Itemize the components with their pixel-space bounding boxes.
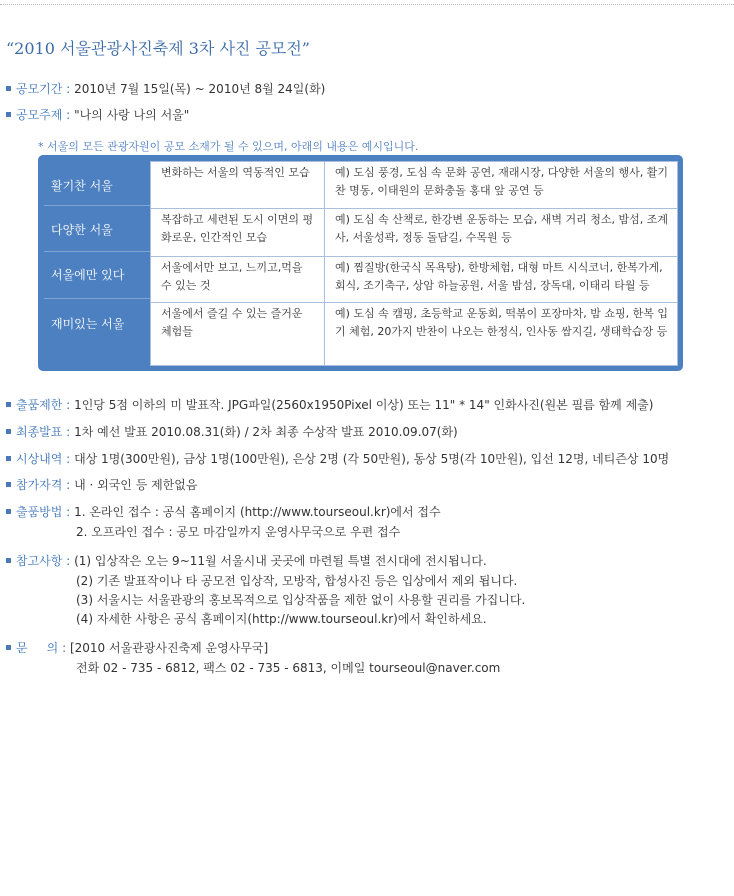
theme-value: "나의 사랑 나의 서울" [74, 108, 190, 122]
awards-label: 시상내역 : [16, 452, 71, 466]
notes-line: (4) 자세한 사항은 공식 홈페이지(http://www.tourseoul.kr)에서 확인하세요. [76, 612, 487, 626]
limit-value: 1인당 5점 이하의 미 발표작. JPG파일(2560x1950Pixel 이상) 또는 11" * 14" 인화사진(원본 필름 함께 제출) [74, 398, 654, 412]
period-row [6, 80, 325, 97]
awards-value: 대상 1명(300만원), 금상 1명(100만원), 은상 2명 (각 50만원), 동상 5명(각 10만원), 입선 12명, 네티즌상 10명 [74, 452, 670, 466]
limit-row [6, 396, 653, 413]
method-line: 2. 오프라인 접수 : 공모 마감일까지 운영사무국으로 우편 접수 [76, 525, 401, 539]
table-cell-example: 예) 도심 속 캠핑, 초등학교 운동회, 떡볶이 포장마차, 밤 쇼핑, 한복 입기 체험, 20가지 반찬이 나오는 한정식, 인사동 쌈지길, 생태학습장 등 [325, 303, 678, 366]
category-label: 재미있는 서울 [51, 317, 125, 331]
theme-label: 공모주제 : [16, 108, 71, 122]
table-cell-desc: 변화하는 서울의 역동적인 모습 [151, 162, 325, 209]
announce-label: 최종발표 : [16, 425, 71, 439]
awards-row [6, 450, 669, 467]
page-title: “2010 서울관광사진축제 3차 사진 공모전” [6, 39, 310, 58]
method-label: 출품방법 : [16, 505, 71, 519]
bullet-icon [6, 558, 11, 563]
bullet-icon [6, 429, 11, 434]
announce-value: 1차 예선 발표 2010.08.31(화) / 2차 최종 수상작 발표 2010.09.07(화) [74, 425, 458, 439]
category-label: 서울에만 있다 [51, 268, 125, 282]
table-cell-example: 예) 도심 풍경, 도심 속 문화 공연, 재래시장, 다양한 서울의 행사, 활기찬 명동, 이태원의 문화충돌 홍대 앞 공연 등 [325, 162, 678, 209]
eligibility-value: 내 · 외국인 등 제한없음 [74, 478, 198, 492]
table-cell-desc: 서울에서 즐길 수 있는 즐거운 체험들 [151, 303, 325, 366]
notes-line: (1) 입상작은 오는 9~11월 서울시내 곳곳에 마련될 특별 전시대에 전시됩니다. [74, 554, 487, 568]
contact-line: [2010 서울관광사진축제 운영사무국] [69, 641, 269, 655]
method-row [6, 503, 441, 520]
theme-examples-table [38, 155, 683, 371]
contact-line: 전화 02 - 735 - 6812, 팩스 02 - 735 - 6813, 이메일 tourseoul@naver.com [76, 661, 501, 675]
bullet-icon [6, 86, 11, 91]
bullet-icon [6, 402, 11, 407]
contact-row [6, 639, 268, 656]
bullet-icon [6, 645, 11, 650]
category-label: 다양한 서울 [51, 223, 113, 237]
notes-line: (3) 서울시는 서울관광의 홍보목적으로 입상작품을 제한 없이 사용할 권리를 가집니다. [76, 593, 526, 607]
table-row [151, 162, 678, 209]
period-value: 2010년 7월 15일(목) ~ 2010년 8월 24일(화) [74, 82, 326, 96]
limit-label: 출품제한 : [16, 398, 71, 412]
table-row [151, 303, 678, 366]
period-label: 공모기간 : [16, 82, 71, 96]
table-row [151, 209, 678, 257]
method-line: 1. 온라인 접수 : 공식 홈페이지 (http://www.tourseoul.kr)에서 접수 [74, 505, 441, 519]
theme-row [6, 106, 189, 123]
table-cell-desc: 서울에서만 보고, 느끼고,먹을 수 있는 것 [151, 257, 325, 303]
bullet-icon [6, 482, 11, 487]
example-note: * 서울의 모든 관광자원이 공모 소재가 될 수 있으며, 아래의 내용은 예시입니다. [38, 140, 419, 153]
bullet-icon [6, 456, 11, 461]
notes-label: 참고사항 : [16, 554, 71, 568]
notes-row [6, 552, 487, 569]
examples-grid [150, 161, 678, 366]
eligibility-label: 참가자격 : [16, 478, 71, 492]
contact-label: 문 의 : [16, 641, 67, 655]
notes-line: (2) 기존 발표작이나 타 공모전 입상작, 모방작, 합성사진 등은 입상에서 제외 됩니다. [76, 574, 518, 588]
category-divider [44, 298, 150, 299]
category-label: 활기찬 서울 [51, 179, 113, 193]
category-divider [44, 205, 150, 206]
eligibility-row [6, 476, 197, 493]
bullet-icon [6, 112, 11, 117]
table-cell-example: 예) 도심 속 산책로, 한강변 운동하는 모습, 새벽 거리 청소, 밤섬, 조계사, 서울성곽, 정동 돌담길, 수목원 등 [325, 209, 678, 257]
top-dotted-divider [0, 4, 734, 5]
table-row [151, 257, 678, 303]
category-divider [44, 251, 150, 252]
table-cell-desc: 복잡하고 세련된 도시 이면의 평화로운, 인간적인 모습 [151, 209, 325, 257]
announce-row [6, 423, 458, 440]
table-cell-example: 예) 찜질방(한국식 목욕탕), 한방체험, 대형 마트 시식코너, 한복가게, 회식, 조기축구, 상암 하늘공원, 서울 밤섬, 장독대, 이태리 타월 등 [325, 257, 678, 303]
bullet-icon [6, 509, 11, 514]
